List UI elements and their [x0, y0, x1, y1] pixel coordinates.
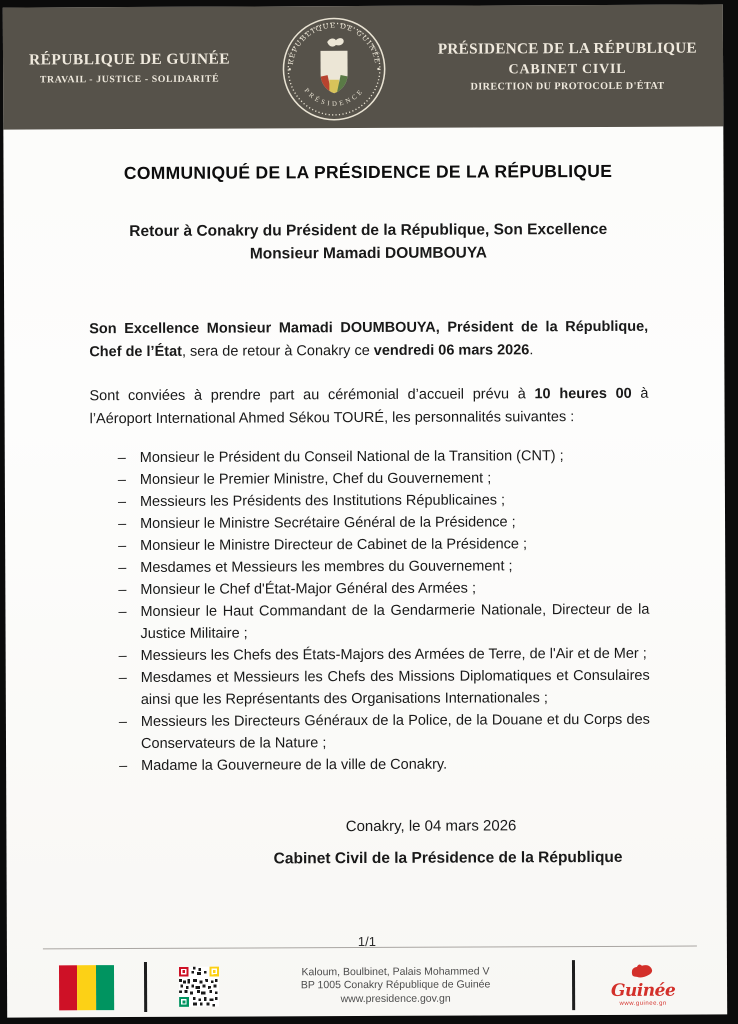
- dash-marker: –: [117, 472, 126, 489]
- list-item: – Monsieur le Ministre Secrétaire Général de la Présidence ;: [118, 511, 649, 535]
- dash-marker: –: [118, 560, 127, 577]
- guinea-flag-icon: [59, 965, 114, 1010]
- footer-address: [219, 965, 572, 1007]
- paragraph-text-end2: à l’Aéroport International Ahmed Sékou TOURÉ, les personnalités suivantes :: [89, 385, 649, 428]
- guinee-brand-logo: [595, 963, 691, 1007]
- dash-marker: –: [118, 582, 127, 599]
- list-item: – Monsieur le Président du Conseil National de la Transition (CNT) ;: [118, 445, 649, 469]
- protocol-direction: DIRECTION DU PROTOCOLE D'ÉTAT: [470, 80, 665, 93]
- guinee-brand-url: www.guinee.gn: [619, 1000, 667, 1007]
- paragraph-text-end: .: [529, 342, 534, 359]
- dash-marker: –: [117, 494, 127, 511]
- dash-marker: –: [119, 758, 128, 775]
- list-item: – Mesdames et Messieurs les membres du Gouvernement ;: [118, 555, 649, 579]
- dash-marker: –: [117, 450, 126, 467]
- list-item: – Mesdames et Messieurs les Chefs des Missions Diplomatiques et Consulaires ainsi que les Représentants des Organisations Internationales ;: [119, 665, 650, 711]
- seal-bottom-text: PRÉSIDENCE: [302, 87, 366, 108]
- guinee-map-icon: [628, 963, 658, 979]
- dash-marker: –: [118, 538, 127, 555]
- letterhead-right: [438, 40, 697, 93]
- invitee-list: [90, 445, 650, 777]
- address-line: Kaloum, Boulbinet, Palais Mohammed V: [301, 965, 490, 979]
- list-item: – Messieurs les Présidents des Institutions Républicaines ;: [118, 489, 649, 513]
- address-line: www.presidence.gov.gn: [340, 992, 451, 1005]
- place-date-line: Conakry, le 04 mars 2026: [345, 817, 517, 836]
- document-page: [3, 4, 727, 1017]
- communique-title: COMMUNIQUÉ DE LA PRÉSIDENCE DE LA RÉPUBLIQUE: [123, 160, 613, 184]
- signature-line: Cabinet Civil de la Présidence de la République: [273, 848, 623, 868]
- qr-code-icon: [179, 967, 219, 1007]
- list-item: – Messieurs les Directeurs Généraux de la Police, de la Douane et du Corps des Conservateurs de la Nature ;: [119, 709, 650, 755]
- list-item: – Monsieur le Premier Ministre, Chef du Gouvernement ;: [118, 467, 649, 491]
- presidency-title: PRÉSIDENCE DE LA RÉPUBLIQUE: [437, 39, 698, 58]
- document-content: [3, 160, 726, 869]
- dash-marker: –: [118, 516, 127, 533]
- footer-separator: [144, 962, 147, 1012]
- letterhead-left: [29, 51, 230, 86]
- coat-of-arms-icon: [318, 38, 350, 96]
- paragraph-bold-date: vendredi 06 mars 2026: [373, 342, 530, 359]
- communique-subtitle: Retour à Conakry du Président de la République, Son Excellence Monsieur Mamadi DOUMBOUYA: [129, 220, 608, 263]
- republic-title: RÉPUBLIQUE DE GUINÉE: [28, 50, 231, 69]
- presidential-seal-icon: [281, 16, 387, 122]
- paragraph-return: [89, 316, 648, 364]
- paragraph-text-mid: , sera de retour à Conakry ce: [181, 342, 374, 360]
- seal-top-text: RÉPUBLIQUE DE GUINÉE: [285, 20, 383, 66]
- paragraph-invitation: [89, 383, 648, 431]
- list-item: – Madame la Gouverneure de la ville de Conakry.: [119, 753, 650, 777]
- dash-marker: –: [118, 714, 128, 731]
- paragraph-bold-intro: Son Excellence Monsieur Mamadi DOUMBOUYA, Président de la République, Chef de l’État: [89, 318, 649, 361]
- cabinet-title: CABINET CIVIL: [508, 61, 627, 78]
- paragraph-text-start: Sont conviées à prendre part au cérémonial d’accueil prévu à: [89, 386, 535, 405]
- list-item: – Messieurs les Chefs des États-Majors des Armées de Terre, de l'Air et de Mer ;: [119, 643, 650, 667]
- letterhead-band: [3, 4, 724, 129]
- page-footer: [7, 932, 727, 1017]
- list-item: – Monsieur le Chef d'État-Major Général des Armées ;: [118, 577, 649, 601]
- republic-motto: TRAVAIL - JUSTICE - SOLIDARITÉ: [39, 73, 220, 86]
- page-number: 1/1: [357, 933, 376, 950]
- paragraph-bold-time: 10 heures 00: [534, 385, 632, 403]
- dash-marker: –: [118, 648, 127, 665]
- footer-separator: [572, 960, 575, 1010]
- dash-marker: –: [118, 604, 127, 621]
- dash-marker: –: [118, 670, 127, 687]
- list-item: – Monsieur le Haut Commandant de la Gendarmerie Nationale, Directeur de la Justice Militaire ;: [118, 599, 649, 645]
- address-line: BP 1005 Conakry République de Guinée: [300, 978, 491, 992]
- guinee-brand-word: Guinée: [610, 980, 676, 1001]
- list-item: – Monsieur le Ministre Directeur de Cabinet de la Présidence ;: [118, 533, 649, 557]
- footer-row: [7, 946, 727, 1017]
